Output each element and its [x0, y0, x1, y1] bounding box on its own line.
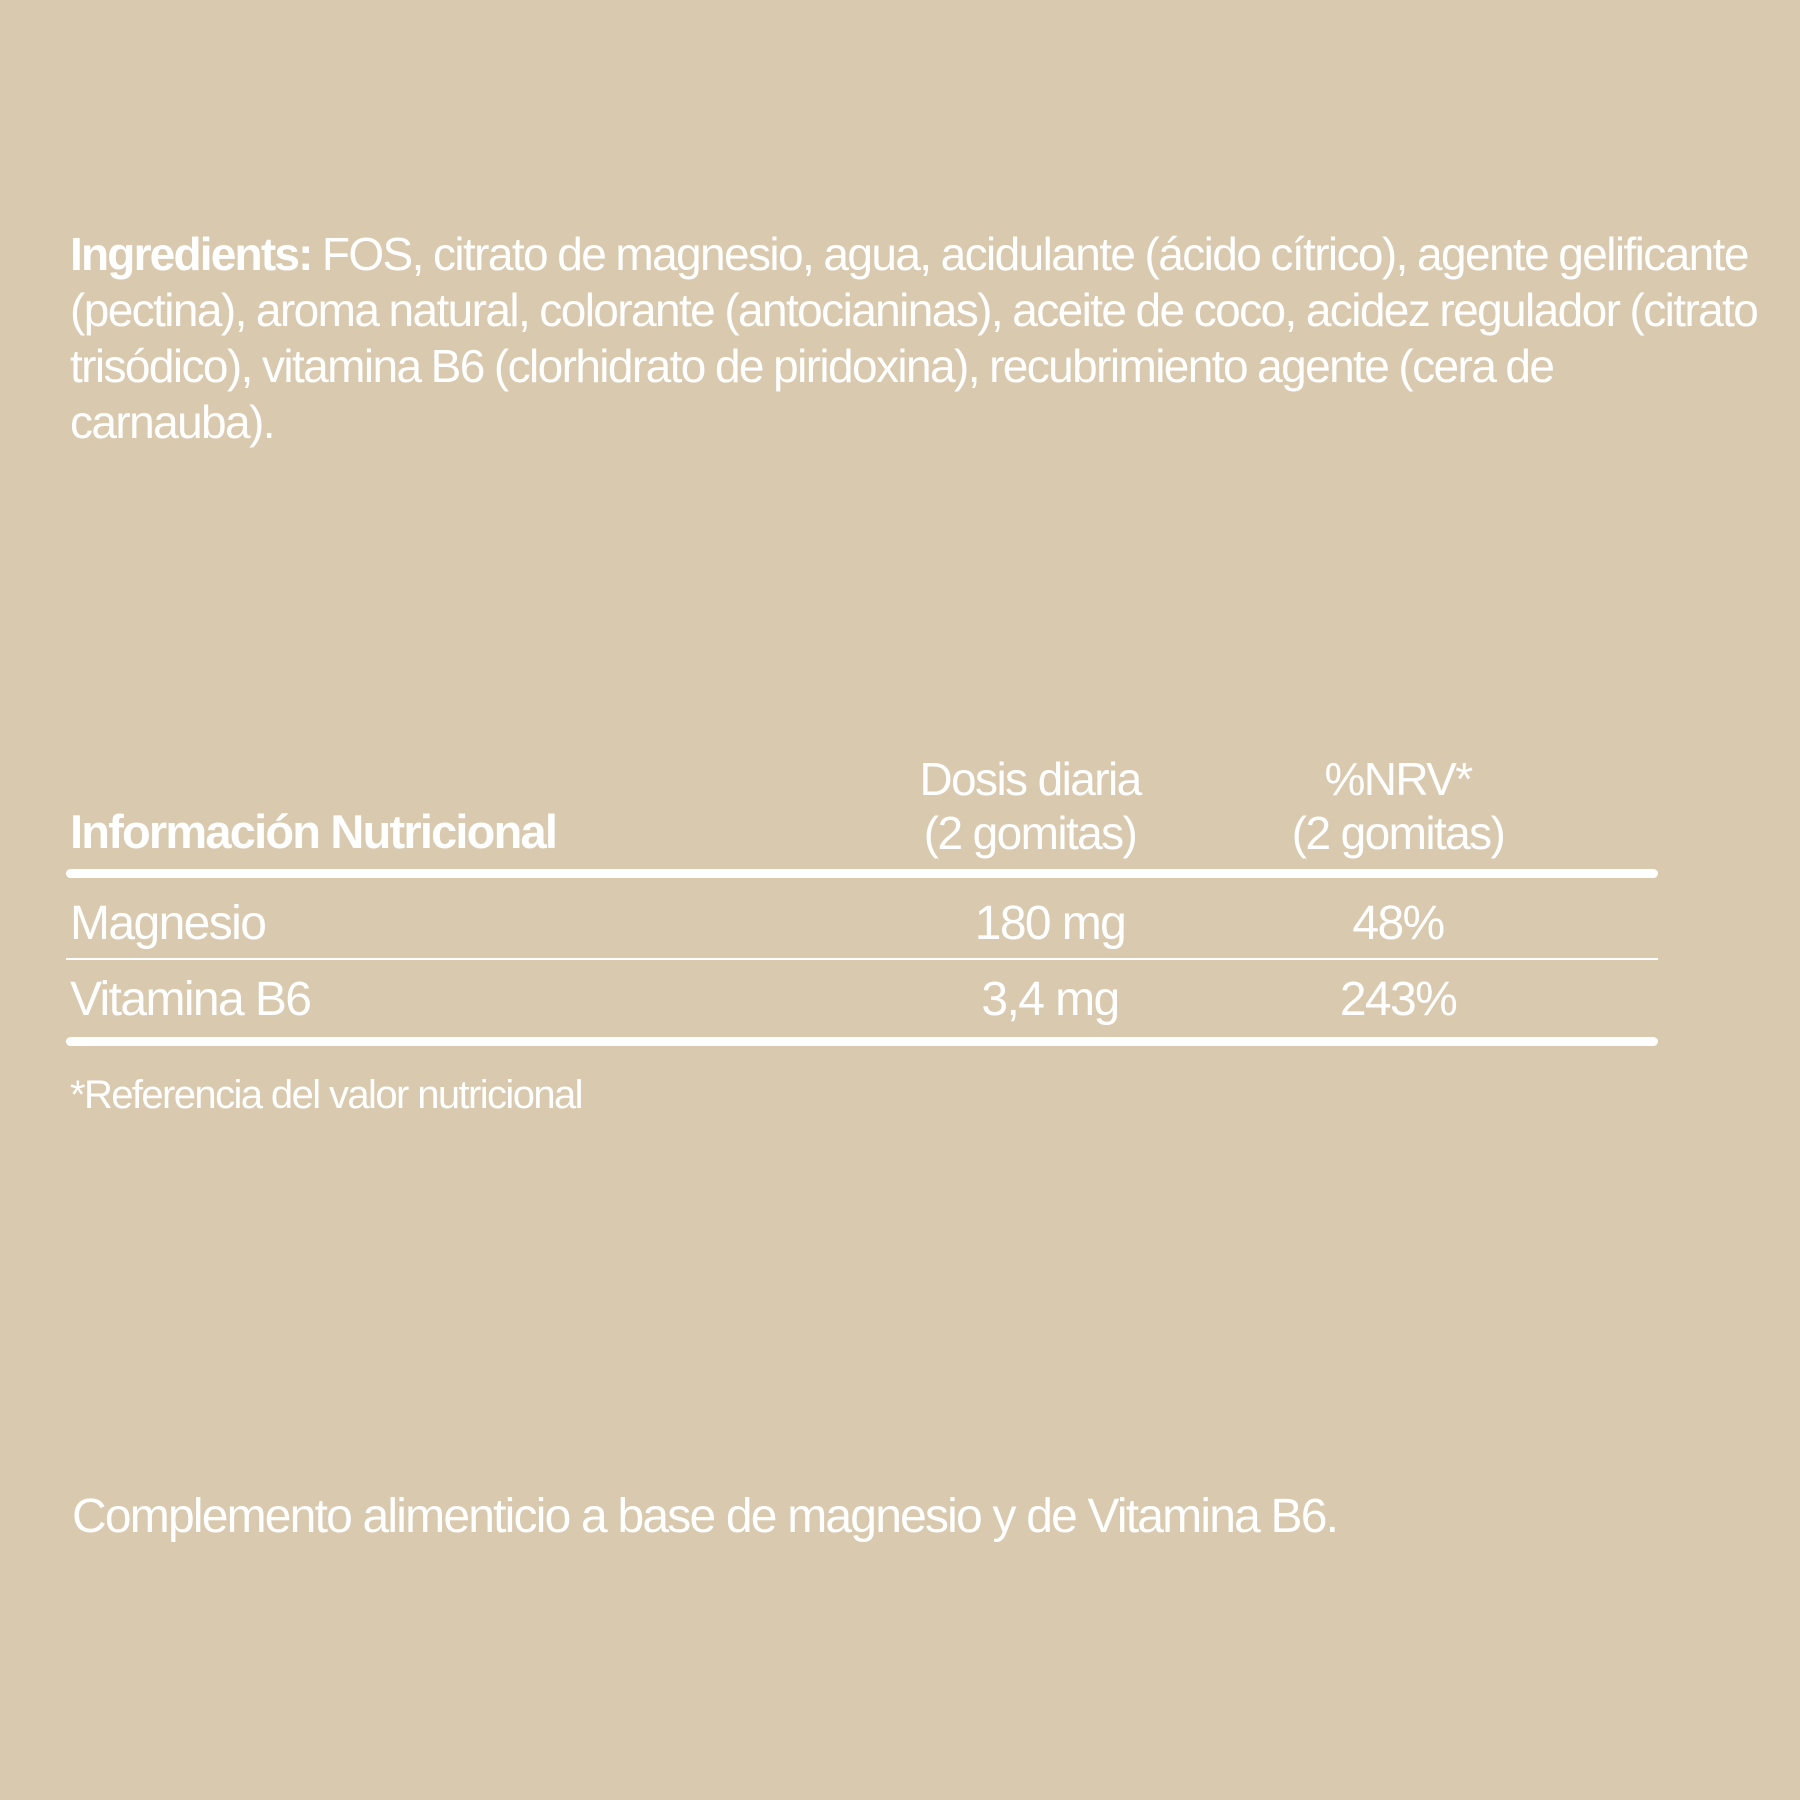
ingredients-text: FOS, citrato de magnesio, agua, acidulante (ácido cítrico), agente gelificante (pectina), aroma natural, colorante (antocianinas), aceite de coco, acidez regulador (citrato trisódico), vitamina B6 (clorhidrato de piridoxina), recubrimiento agente (cera de carnauba). [70, 228, 1758, 448]
nutrition-title: Información Nutricional [70, 805, 557, 858]
nrv-header-line-1: %NRV* [1324, 753, 1472, 805]
dose-column-header [880, 752, 1180, 860]
nrv-column-header [1248, 752, 1548, 860]
row-magnesio-value: 180 mg [974, 897, 1126, 950]
row-vitamina-b6-name: Vitamina B6 [70, 973, 311, 1026]
table-row-divider [66, 958, 1658, 960]
ingredients-label: Ingredients: [70, 228, 312, 280]
row-magnesio-nrv: 48% [1352, 897, 1444, 950]
table-bottom-rule [66, 1037, 1658, 1046]
row-vitamina-b6-nrv: 243% [1339, 973, 1457, 1026]
nrv-footnote: *Referencia del valor nutricional [70, 1073, 582, 1117]
dose-header-line-2: (2 gomitas) [923, 807, 1137, 859]
row-vitamina-b6-value: 3,4 mg [981, 973, 1119, 1026]
row-magnesio-name: Magnesio [70, 897, 266, 950]
dose-header-line-1: Dosis diaria [919, 753, 1141, 805]
complement-statement: Complemento alimenticio a base de magnesio y de Vitamina B6. [72, 1490, 1338, 1543]
table-top-rule [66, 869, 1658, 878]
ingredients-paragraph [70, 226, 1760, 450]
nrv-header-line-2: (2 gomitas) [1291, 807, 1505, 859]
